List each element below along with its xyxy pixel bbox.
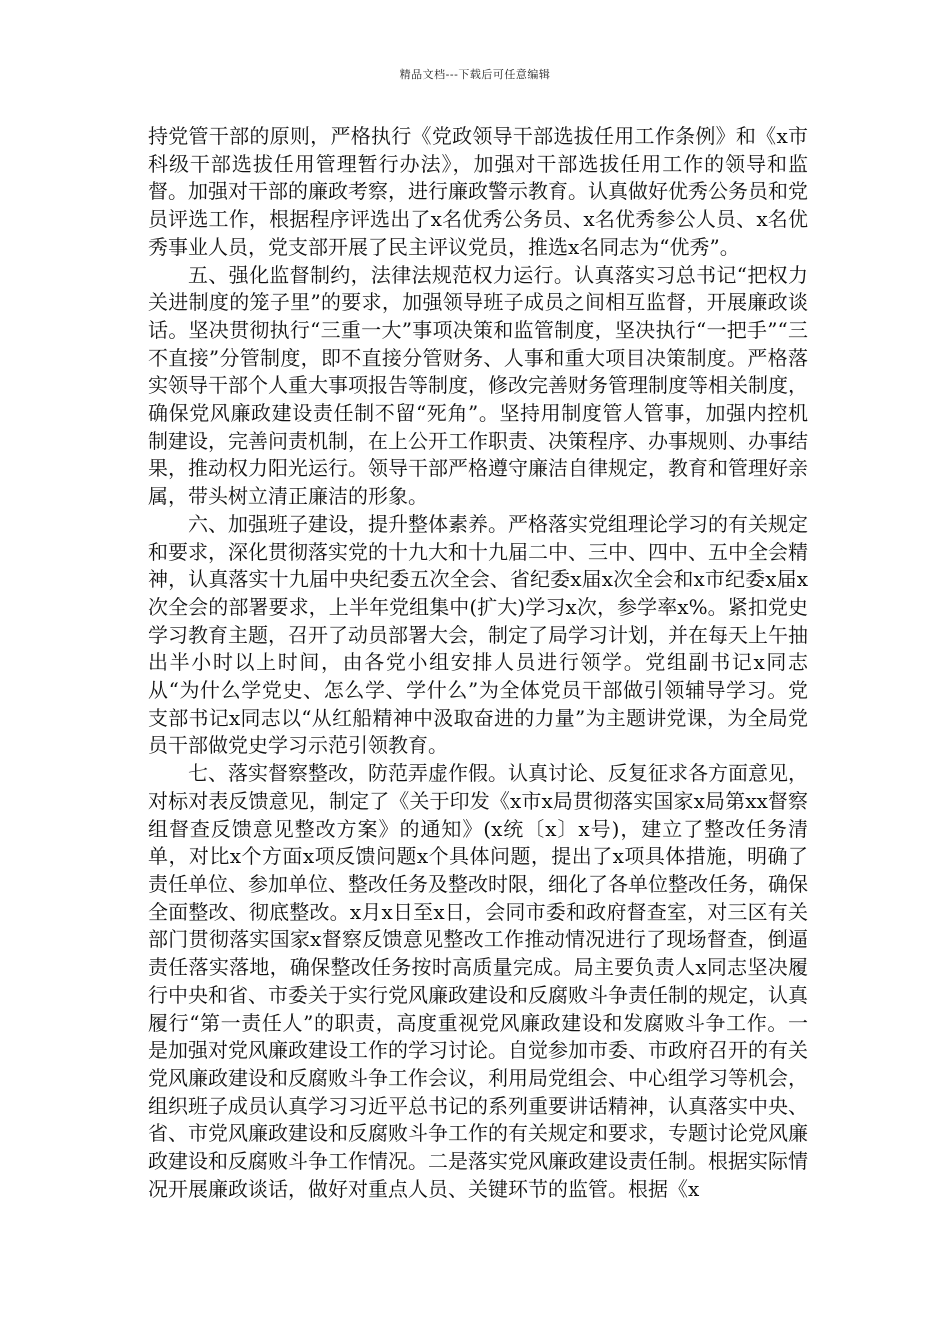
document-body <box>148 123 808 1203</box>
paragraph-continued: 持党管干部的原则，严格执行《党政领导干部选拔任用工作条例》和《x市科级干部选拔任用管理暂行办法》，加强对干部选拔任用工作的领导和监督。加强对干部的廉政考察，进行廉政警示教育。认真做好优秀公务员和党员评选工作，根据程序评选出了x名优秀公务员、x名优秀参公人员、x名优秀事业人员，党支部开展了民主评议党员，推选x名同志为“优秀”。 <box>148 124 808 259</box>
paragraph-section-6: 六、加强班子建设，提升整体素养。严格落实党组理论学习的有关规定和要求，深化贯彻落实党的十九大和十九届二中、三中、四中、五中全会精神，认真落实十九届中央纪委五次全会、省纪委x届x次全会和x市纪委x届x次全会的部署要求，上半年党组集中(扩大)学习x次，参学率x%。紧扣党史学习教育主题，召开了动员部署大会，制定了局学习计划，并在每天上午抽出半小时以上时间，由各党小组安排人员进行领学。党组副书记x同志从“为什么学党史、怎么学、学什么”为全体党员干部做引领辅导学习。党支部书记x同志以“从红船精神中汲取奋进的力量”为主题讲党课，为全局党员干部做党史学习示范引领教育。 <box>148 511 808 758</box>
paragraph-section-5: 五、强化监督制约，法律法规范权力运行。认真落实习总书记“把权力关进制度的笼子里”的要求，加强领导班子成员之间相互监督，开展廉政谈话。坚决贯彻执行“三重一大”事项决策和监管制度，坚决执行“一把手”“三不直接”分管制度，即不直接分管财务、人事和重大项目决策制度。严格落实领导干部个人重大事项报告等制度，修改完善财务管理制度等相关制度，确保党风廉政建设责任制不留“死角”。坚持用制度管人管事，加强内控机制建设，完善问责机制，在上公开工作职责、决策程序、办事规则、办事结果，推动权力阳光运行。领导干部严格遵守廉洁自律规定，教育和管理好亲属，带头树立清正廉洁的形象。 <box>148 262 808 509</box>
page-header: 精品文档---下载后可任意编辑 <box>399 68 551 81</box>
paragraph-section-7: 七、落实督察整改，防范弄虚作假。认真讨论、反复征求各方面意见，对标对表反馈意见，制定了《关于印发《x市x局贯彻落实国家x局第xx督察组督查反馈意见整改方案》的通知》(x统〔x〕x号)，建立了整改任务清单，对比x个方面x项反馈问题x个具体问题，提出了x项具体措施，明确了责任单位、参加单位、整改任务及整改时限，细化了各单位整改任务，确保全面整改、彻底整改。x月x日至x日，会同市委和政府督查室，对三区有关部门贯彻落实国家x督察反馈意见整改工作推动情况进行了现场督查，倒逼责任落实落地，确保整改任务按时高质量完成。局主要负责人x同志坚决履行中央和省、市委关于实行党风廉政建设和反腐败斗争责任制的规定，认真履行“第一责任人”的职责，高度重视党风廉政建设和发腐败斗争工作。一是加强对党风廉政建设工作的学习讨论。自觉参加市委、市政府召开的有关党风廉政建设和反腐败斗争工作会议，利用局党组会、中心组学习等机会，组织班子成员认真学习习近平总书记的系列重要讲话精神，认真落实中央、省、市党风廉政建设和反腐败斗争工作的有关规定和要求，专题讨论党风廉政建设和反腐败斗争工作情况。二是落实党风廉政建设责任制。根据实际情况开展廉政谈话，做好对重点人员、关键环节的监管。根据《x <box>148 761 808 1201</box>
